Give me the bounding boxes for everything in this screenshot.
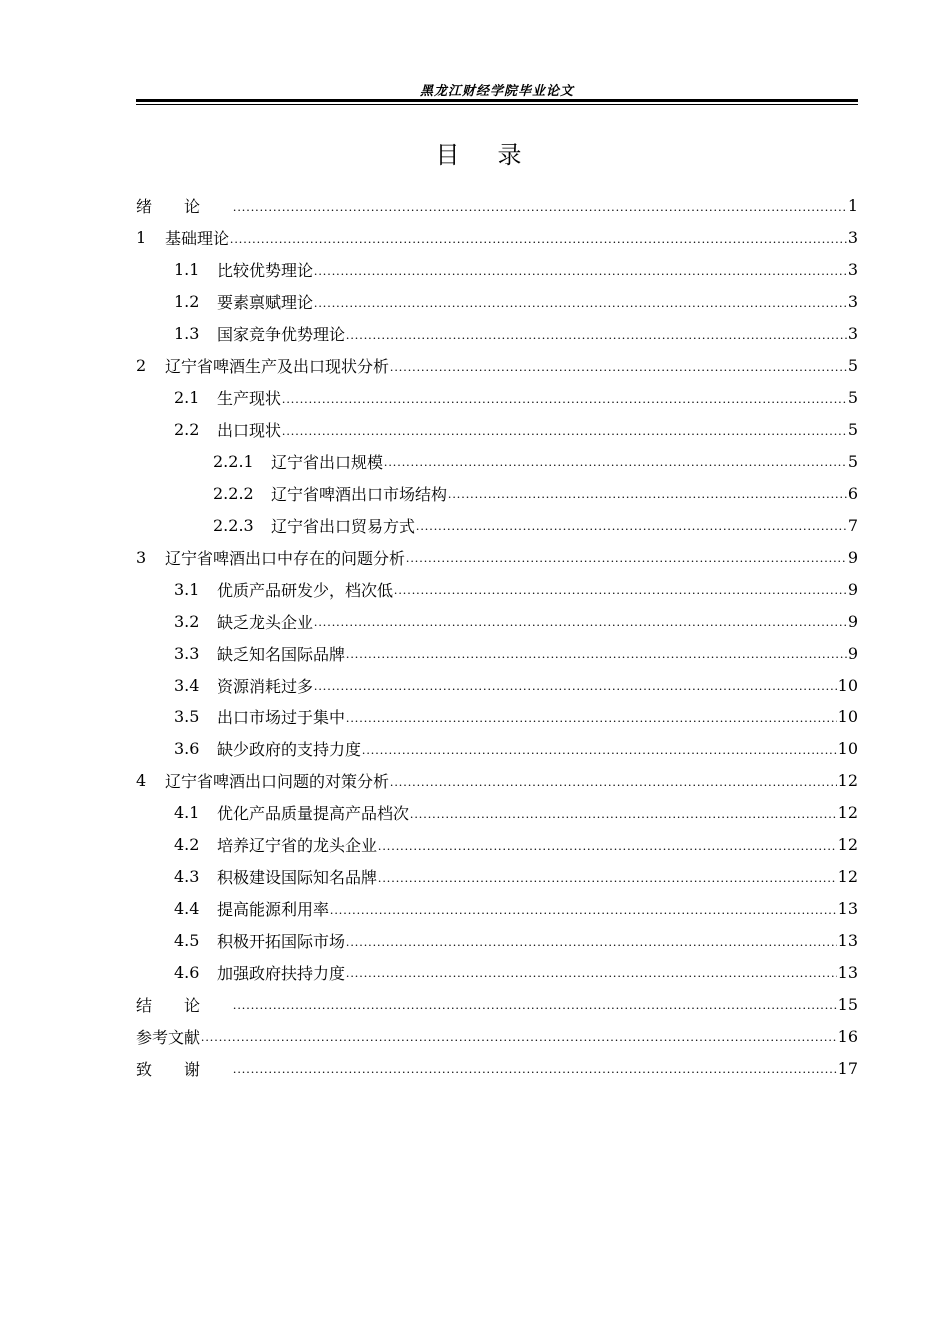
toc-entry-label: 生产现状 <box>217 389 282 409</box>
toc-entry-label: 优化产品质量提高产品档次 <box>217 804 410 824</box>
toc-entry[interactable] <box>136 1020 858 1052</box>
toc-entry-label: 提高能源利用率 <box>217 900 330 920</box>
toc-entry-page-number: 9 <box>847 611 858 631</box>
toc-entry[interactable] <box>136 925 858 957</box>
toc-entry[interactable] <box>136 350 858 382</box>
toc-entry-number: 1 <box>136 228 147 248</box>
toc-entry[interactable] <box>136 222 858 254</box>
toc-entry-label: 结论 <box>136 995 233 1015</box>
toc-entry-label: 辽宁省啤酒出口问题的对策分析 <box>165 772 390 792</box>
toc-entry[interactable] <box>136 318 858 350</box>
dot-leader <box>378 870 837 886</box>
toc-entry-page-number: 12 <box>837 867 858 887</box>
dot-leader <box>346 965 837 981</box>
header-rule-thin <box>136 104 858 105</box>
toc-entry[interactable] <box>136 988 858 1020</box>
dot-leader <box>314 295 847 311</box>
toc-entry-page-number: 5 <box>847 451 858 471</box>
dot-leader <box>390 359 847 375</box>
toc-entry-label: 缺少政府的支持力度 <box>217 740 362 760</box>
toc-entry[interactable] <box>136 669 858 701</box>
toc-entry-label: 积极建设国际知名品牌 <box>217 868 378 888</box>
toc-entry-page-number: 16 <box>837 1026 858 1046</box>
toc-entry-label: 基础理论 <box>165 229 230 249</box>
dot-leader <box>394 582 847 598</box>
dot-leader <box>384 454 847 470</box>
toc-entry[interactable] <box>136 254 858 286</box>
toc-entry-number: 2.2 <box>174 420 200 440</box>
toc-entry[interactable] <box>136 414 858 446</box>
toc-entry[interactable] <box>136 190 858 222</box>
toc-entry-number: 1.1 <box>174 260 200 280</box>
toc-entry[interactable] <box>136 509 858 541</box>
toc-entry-label: 缺乏龙头企业 <box>217 612 314 632</box>
toc-entry-label: 资源消耗过多 <box>217 676 314 696</box>
toc-entry[interactable] <box>136 893 858 925</box>
toc-entry-label: 参考文献 <box>136 1027 201 1047</box>
dot-leader <box>330 902 837 918</box>
toc-entry[interactable] <box>136 797 858 829</box>
toc-entry-label: 优质产品研发少，档次低 <box>217 580 394 600</box>
dot-leader <box>346 710 837 726</box>
dot-leader <box>314 614 847 630</box>
toc-entry-number: 4.1 <box>174 803 200 823</box>
toc-entry-label: 辽宁省啤酒生产及出口现状分析 <box>165 357 390 377</box>
toc-entry-number: 4.5 <box>174 931 200 951</box>
table-of-contents <box>136 190 858 1084</box>
toc-entry-page-number: 10 <box>837 707 858 727</box>
toc-entry-page-number: 9 <box>847 547 858 567</box>
toc-entry-number: 3.6 <box>174 739 200 759</box>
toc-entry-number: 3 <box>136 547 147 567</box>
dot-leader <box>410 806 837 822</box>
toc-entry[interactable] <box>136 541 858 573</box>
toc-entry-label: 辽宁省啤酒出口中存在的问题分析 <box>165 548 406 568</box>
toc-entry-page-number: 13 <box>837 962 858 982</box>
toc-entry-page-number: 6 <box>847 483 858 503</box>
toc-entry-number: 3.3 <box>174 643 200 663</box>
dot-leader <box>314 263 847 279</box>
toc-entry-page-number: 7 <box>847 515 858 535</box>
toc-entry[interactable] <box>136 446 858 478</box>
toc-entry-label: 要素禀赋理论 <box>217 293 314 313</box>
toc-title: 目录 <box>435 141 560 169</box>
toc-entry-number: 2 <box>136 356 147 376</box>
toc-entry-number: 4.2 <box>174 835 200 855</box>
toc-entry-page-number: 17 <box>837 1058 858 1078</box>
toc-entry-page-number: 3 <box>847 292 858 312</box>
toc-entry-page-number: 3 <box>847 228 858 248</box>
dot-leader <box>346 646 847 662</box>
toc-entry[interactable] <box>136 1052 858 1084</box>
toc-entry-page-number: 3 <box>847 260 858 280</box>
toc-entry-page-number: 13 <box>837 931 858 951</box>
toc-entry-page-number: 10 <box>837 739 858 759</box>
dot-leader <box>346 934 837 950</box>
toc-entry[interactable] <box>136 957 858 989</box>
dot-leader <box>230 231 847 247</box>
toc-entry-label: 缺乏知名国际品牌 <box>217 644 346 664</box>
dot-leader <box>448 486 847 502</box>
toc-entry-page-number: 5 <box>847 388 858 408</box>
toc-entry-number: 1.2 <box>174 292 200 312</box>
dot-leader <box>282 423 847 439</box>
toc-entry-label: 比较优势理论 <box>217 261 314 281</box>
toc-entry[interactable] <box>136 382 858 414</box>
dot-leader <box>390 774 837 790</box>
toc-entry-number: 2.2.2 <box>213 483 254 503</box>
toc-entry-page-number: 15 <box>837 994 858 1014</box>
toc-entry-number: 1.3 <box>174 324 200 344</box>
toc-entry-page-number: 13 <box>837 899 858 919</box>
dot-leader <box>282 391 847 407</box>
dot-leader <box>406 550 847 566</box>
dot-leader <box>201 1029 837 1045</box>
toc-entry-label: 辽宁省出口贸易方式 <box>271 516 416 536</box>
toc-entry-page-number: 9 <box>847 579 858 599</box>
toc-entry-number: 4.3 <box>174 867 200 887</box>
dot-leader <box>314 678 837 694</box>
dot-leader <box>416 518 847 534</box>
toc-entry[interactable] <box>136 477 858 509</box>
toc-entry-number: 3.5 <box>174 707 200 727</box>
header-rule <box>136 99 858 102</box>
toc-entry-page-number: 12 <box>837 771 858 791</box>
toc-entry-page-number: 12 <box>837 803 858 823</box>
toc-entry[interactable] <box>136 765 858 797</box>
toc-entry-label: 致谢 <box>136 1059 233 1079</box>
dot-leader <box>346 327 847 343</box>
toc-entry-label: 出口市场过于集中 <box>217 708 346 728</box>
dot-leader <box>233 199 847 215</box>
toc-entry-number: 2.2.1 <box>213 451 254 471</box>
toc-entry[interactable] <box>136 605 858 637</box>
toc-entry-number: 2.2.3 <box>213 515 254 535</box>
toc-entry[interactable] <box>136 829 858 861</box>
toc-entry-number: 2.1 <box>174 388 200 408</box>
toc-entry-page-number: 10 <box>837 675 858 695</box>
toc-entry-label: 出口现状 <box>217 421 282 441</box>
toc-entry-number: 4.6 <box>174 962 200 982</box>
toc-entry-label: 加强政府扶持力度 <box>217 963 346 983</box>
toc-entry-label: 辽宁省出口规模 <box>271 452 384 472</box>
dot-leader <box>233 997 837 1013</box>
toc-entry-number: 4.4 <box>174 899 200 919</box>
toc-entry[interactable] <box>136 286 858 318</box>
toc-entry-number: 3.2 <box>174 611 200 631</box>
running-header-title: 黑龙江财经学院毕业论文 <box>419 84 574 99</box>
toc-entry-page-number: 1 <box>847 196 858 216</box>
toc-entry-label: 国家竞争优势理论 <box>217 325 346 345</box>
toc-entry-label: 辽宁省啤酒出口市场结构 <box>271 484 448 504</box>
toc-entry[interactable] <box>136 861 858 893</box>
toc-entry-number: 4 <box>136 771 147 791</box>
dot-leader <box>362 742 837 758</box>
toc-entry[interactable] <box>136 733 858 765</box>
toc-entry[interactable] <box>136 573 858 605</box>
toc-entry-label: 积极开拓国际市场 <box>217 932 346 952</box>
toc-entry-page-number: 5 <box>847 420 858 440</box>
dot-leader <box>233 1061 837 1077</box>
toc-entry-label: 绪论 <box>136 197 233 217</box>
toc-entry[interactable] <box>136 637 858 669</box>
toc-entry-number: 3.1 <box>174 579 200 599</box>
toc-entry[interactable] <box>136 701 858 733</box>
toc-entry-page-number: 3 <box>847 324 858 344</box>
toc-entry-page-number: 9 <box>847 643 858 663</box>
toc-entry-page-number: 12 <box>837 835 858 855</box>
toc-entry-label: 培养辽宁省的龙头企业 <box>217 836 378 856</box>
toc-entry-page-number: 5 <box>847 356 858 376</box>
dot-leader <box>378 838 837 854</box>
toc-entry-number: 3.4 <box>174 675 200 695</box>
